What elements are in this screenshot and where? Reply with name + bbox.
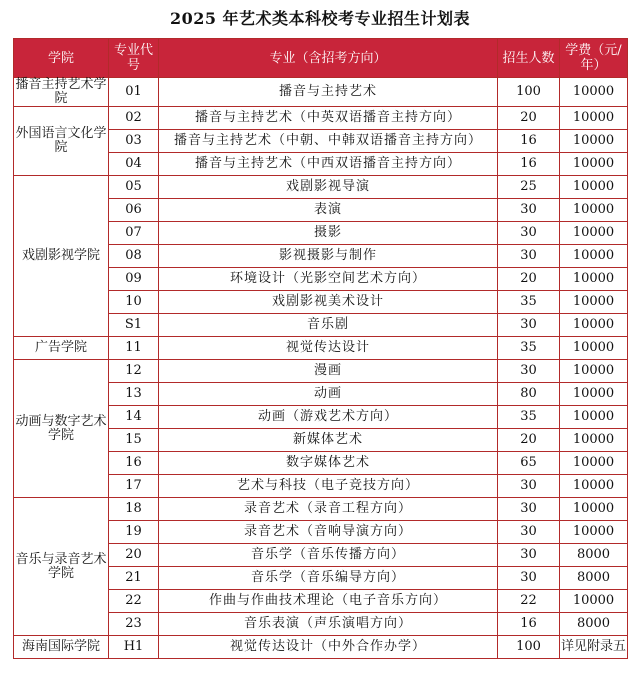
quota-cell: 30 bbox=[498, 475, 560, 498]
fee-cell: 10000 bbox=[560, 314, 628, 337]
fee-cell: 10000 bbox=[560, 475, 628, 498]
major-code-cell: 13 bbox=[109, 383, 159, 406]
quota-cell: 30 bbox=[498, 314, 560, 337]
major-name-cell: 动画（游戏艺术方向） bbox=[159, 406, 498, 429]
major-code-cell: 20 bbox=[109, 544, 159, 567]
fee-cell: 10000 bbox=[560, 222, 628, 245]
quota-cell: 100 bbox=[498, 78, 560, 107]
quota-cell: 20 bbox=[498, 268, 560, 291]
major-code-cell: 05 bbox=[109, 176, 159, 199]
major-code-cell: 08 bbox=[109, 245, 159, 268]
major-name-cell: 戏剧影视导演 bbox=[159, 176, 498, 199]
page-title: 2025 年艺术类本科校考专业招生计划表 bbox=[169, 9, 471, 28]
fee-cell: 10000 bbox=[560, 521, 628, 544]
major-name-cell: 漫画 bbox=[159, 360, 498, 383]
major-name-cell: 艺术与科技（电子竞技方向） bbox=[159, 475, 498, 498]
major-name-cell: 播音与主持艺术 bbox=[159, 78, 498, 107]
quota-cell: 16 bbox=[498, 613, 560, 636]
quota-cell: 22 bbox=[498, 590, 560, 613]
major-name-cell: 新媒体艺术 bbox=[159, 429, 498, 452]
major-code-cell: 02 bbox=[109, 107, 159, 130]
fee-cell: 10000 bbox=[560, 176, 628, 199]
major-name-cell: 音乐学（音乐传播方向） bbox=[159, 544, 498, 567]
major-name-cell: 戏剧影视美术设计 bbox=[159, 291, 498, 314]
quota-cell: 30 bbox=[498, 360, 560, 383]
enrollment-plan-table bbox=[13, 38, 628, 659]
major-name-cell: 摄影 bbox=[159, 222, 498, 245]
quota-cell: 35 bbox=[498, 406, 560, 429]
major-name-cell: 作曲与作曲技术理论（电子音乐方向） bbox=[159, 590, 498, 613]
fee-cell: 8000 bbox=[560, 544, 628, 567]
fee-cell: 10000 bbox=[560, 383, 628, 406]
major-code-cell: 21 bbox=[109, 567, 159, 590]
quota-cell: 30 bbox=[498, 567, 560, 590]
quota-cell: 16 bbox=[498, 130, 560, 153]
major-name-cell: 表演 bbox=[159, 199, 498, 222]
major-code-cell: 12 bbox=[109, 360, 159, 383]
fee-cell: 10000 bbox=[560, 429, 628, 452]
quota-cell: 30 bbox=[498, 544, 560, 567]
college-name-cell: 外国语言文化学院 bbox=[14, 107, 109, 176]
fee-cell: 10000 bbox=[560, 452, 628, 475]
quota-cell: 35 bbox=[498, 291, 560, 314]
college-name-cell: 戏剧影视学院 bbox=[14, 176, 109, 337]
major-name-cell: 环境设计（光影空间艺术方向） bbox=[159, 268, 498, 291]
table-row bbox=[14, 636, 628, 659]
major-name-cell: 数字媒体艺术 bbox=[159, 452, 498, 475]
fee-cell: 10000 bbox=[560, 360, 628, 383]
quota-cell: 30 bbox=[498, 222, 560, 245]
fee-cell: 10000 bbox=[560, 268, 628, 291]
major-name-cell: 播音与主持艺术（中西双语播音主持方向） bbox=[159, 153, 498, 176]
fee-cell: 详见附录五 bbox=[560, 636, 628, 659]
major-name-cell: 播音与主持艺术（中朝、中韩双语播音主持方向） bbox=[159, 130, 498, 153]
major-name-cell: 音乐表演（声乐演唱方向） bbox=[159, 613, 498, 636]
fee-cell: 10000 bbox=[560, 498, 628, 521]
college-name-cell: 海南国际学院 bbox=[14, 636, 109, 659]
quota-cell: 65 bbox=[498, 452, 560, 475]
quota-cell: 20 bbox=[498, 429, 560, 452]
quota-cell: 30 bbox=[498, 245, 560, 268]
major-code-cell: 09 bbox=[109, 268, 159, 291]
table-row bbox=[14, 360, 628, 383]
major-name-cell: 视觉传达设计（中外合作办学） bbox=[159, 636, 498, 659]
major-name-cell: 音乐学（音乐编导方向） bbox=[159, 567, 498, 590]
major-code-cell: 18 bbox=[109, 498, 159, 521]
header-major: 专业（含招考方向） bbox=[159, 39, 498, 78]
table-row bbox=[14, 498, 628, 521]
major-name-cell: 播音与主持艺术（中英双语播音主持方向） bbox=[159, 107, 498, 130]
major-name-cell: 录音艺术（录音工程方向） bbox=[159, 498, 498, 521]
major-code-cell: 17 bbox=[109, 475, 159, 498]
fee-cell: 10000 bbox=[560, 153, 628, 176]
major-code-cell: 22 bbox=[109, 590, 159, 613]
table-row bbox=[14, 107, 628, 130]
major-code-cell: 16 bbox=[109, 452, 159, 475]
major-name-cell: 录音艺术（音响导演方向） bbox=[159, 521, 498, 544]
quota-cell: 16 bbox=[498, 153, 560, 176]
college-name-cell: 音乐与录音艺术学院 bbox=[14, 498, 109, 636]
major-code-cell: 10 bbox=[109, 291, 159, 314]
major-code-cell: 06 bbox=[109, 199, 159, 222]
quota-cell: 80 bbox=[498, 383, 560, 406]
college-name-cell: 播音主持艺术学院 bbox=[15, 77, 107, 106]
major-code-cell: 14 bbox=[109, 406, 159, 429]
table-body bbox=[14, 78, 628, 659]
fee-cell: 10000 bbox=[560, 199, 628, 222]
table-row bbox=[14, 337, 628, 360]
header-code: 专业代号 bbox=[109, 39, 159, 78]
major-code-cell: 19 bbox=[109, 521, 159, 544]
major-name-cell: 音乐剧 bbox=[159, 314, 498, 337]
header-college: 学院 bbox=[14, 39, 109, 78]
table-row bbox=[14, 78, 628, 107]
major-code-cell: 11 bbox=[109, 337, 159, 360]
fee-cell: 10000 bbox=[560, 337, 628, 360]
quota-cell: 20 bbox=[498, 107, 560, 130]
quota-cell: 100 bbox=[498, 636, 560, 659]
header-fee: 学费（元/年） bbox=[560, 39, 628, 78]
major-code-cell: S1 bbox=[109, 314, 159, 337]
major-code-cell: 07 bbox=[109, 222, 159, 245]
fee-cell: 10000 bbox=[560, 78, 628, 107]
college-name-cell: 动画与数字艺术学院 bbox=[14, 360, 109, 498]
quota-cell: 30 bbox=[498, 521, 560, 544]
major-code-cell: 03 bbox=[109, 130, 159, 153]
major-code-cell: 04 bbox=[109, 153, 159, 176]
quota-cell: 35 bbox=[498, 337, 560, 360]
quota-cell: 30 bbox=[498, 498, 560, 521]
table-header-row bbox=[14, 39, 628, 78]
table-row bbox=[14, 176, 628, 199]
fee-cell: 10000 bbox=[560, 130, 628, 153]
fee-cell: 8000 bbox=[560, 567, 628, 590]
fee-cell: 8000 bbox=[560, 613, 628, 636]
fee-cell: 10000 bbox=[560, 406, 628, 429]
fee-cell: 10000 bbox=[560, 590, 628, 613]
college-name-cell: 广告学院 bbox=[14, 337, 109, 360]
major-name-cell: 影视摄影与制作 bbox=[159, 245, 498, 268]
fee-cell: 10000 bbox=[560, 245, 628, 268]
major-code-cell: H1 bbox=[109, 636, 159, 659]
fee-cell: 10000 bbox=[560, 291, 628, 314]
major-code-cell: 01 bbox=[109, 78, 159, 107]
major-code-cell: 23 bbox=[109, 613, 159, 636]
header-quota: 招生人数 bbox=[498, 39, 560, 78]
major-name-cell: 视觉传达设计 bbox=[159, 337, 498, 360]
quota-cell: 30 bbox=[498, 199, 560, 222]
major-code-cell: 15 bbox=[109, 429, 159, 452]
major-name-cell: 动画 bbox=[159, 383, 498, 406]
fee-cell: 10000 bbox=[560, 107, 628, 130]
quota-cell: 25 bbox=[498, 176, 560, 199]
